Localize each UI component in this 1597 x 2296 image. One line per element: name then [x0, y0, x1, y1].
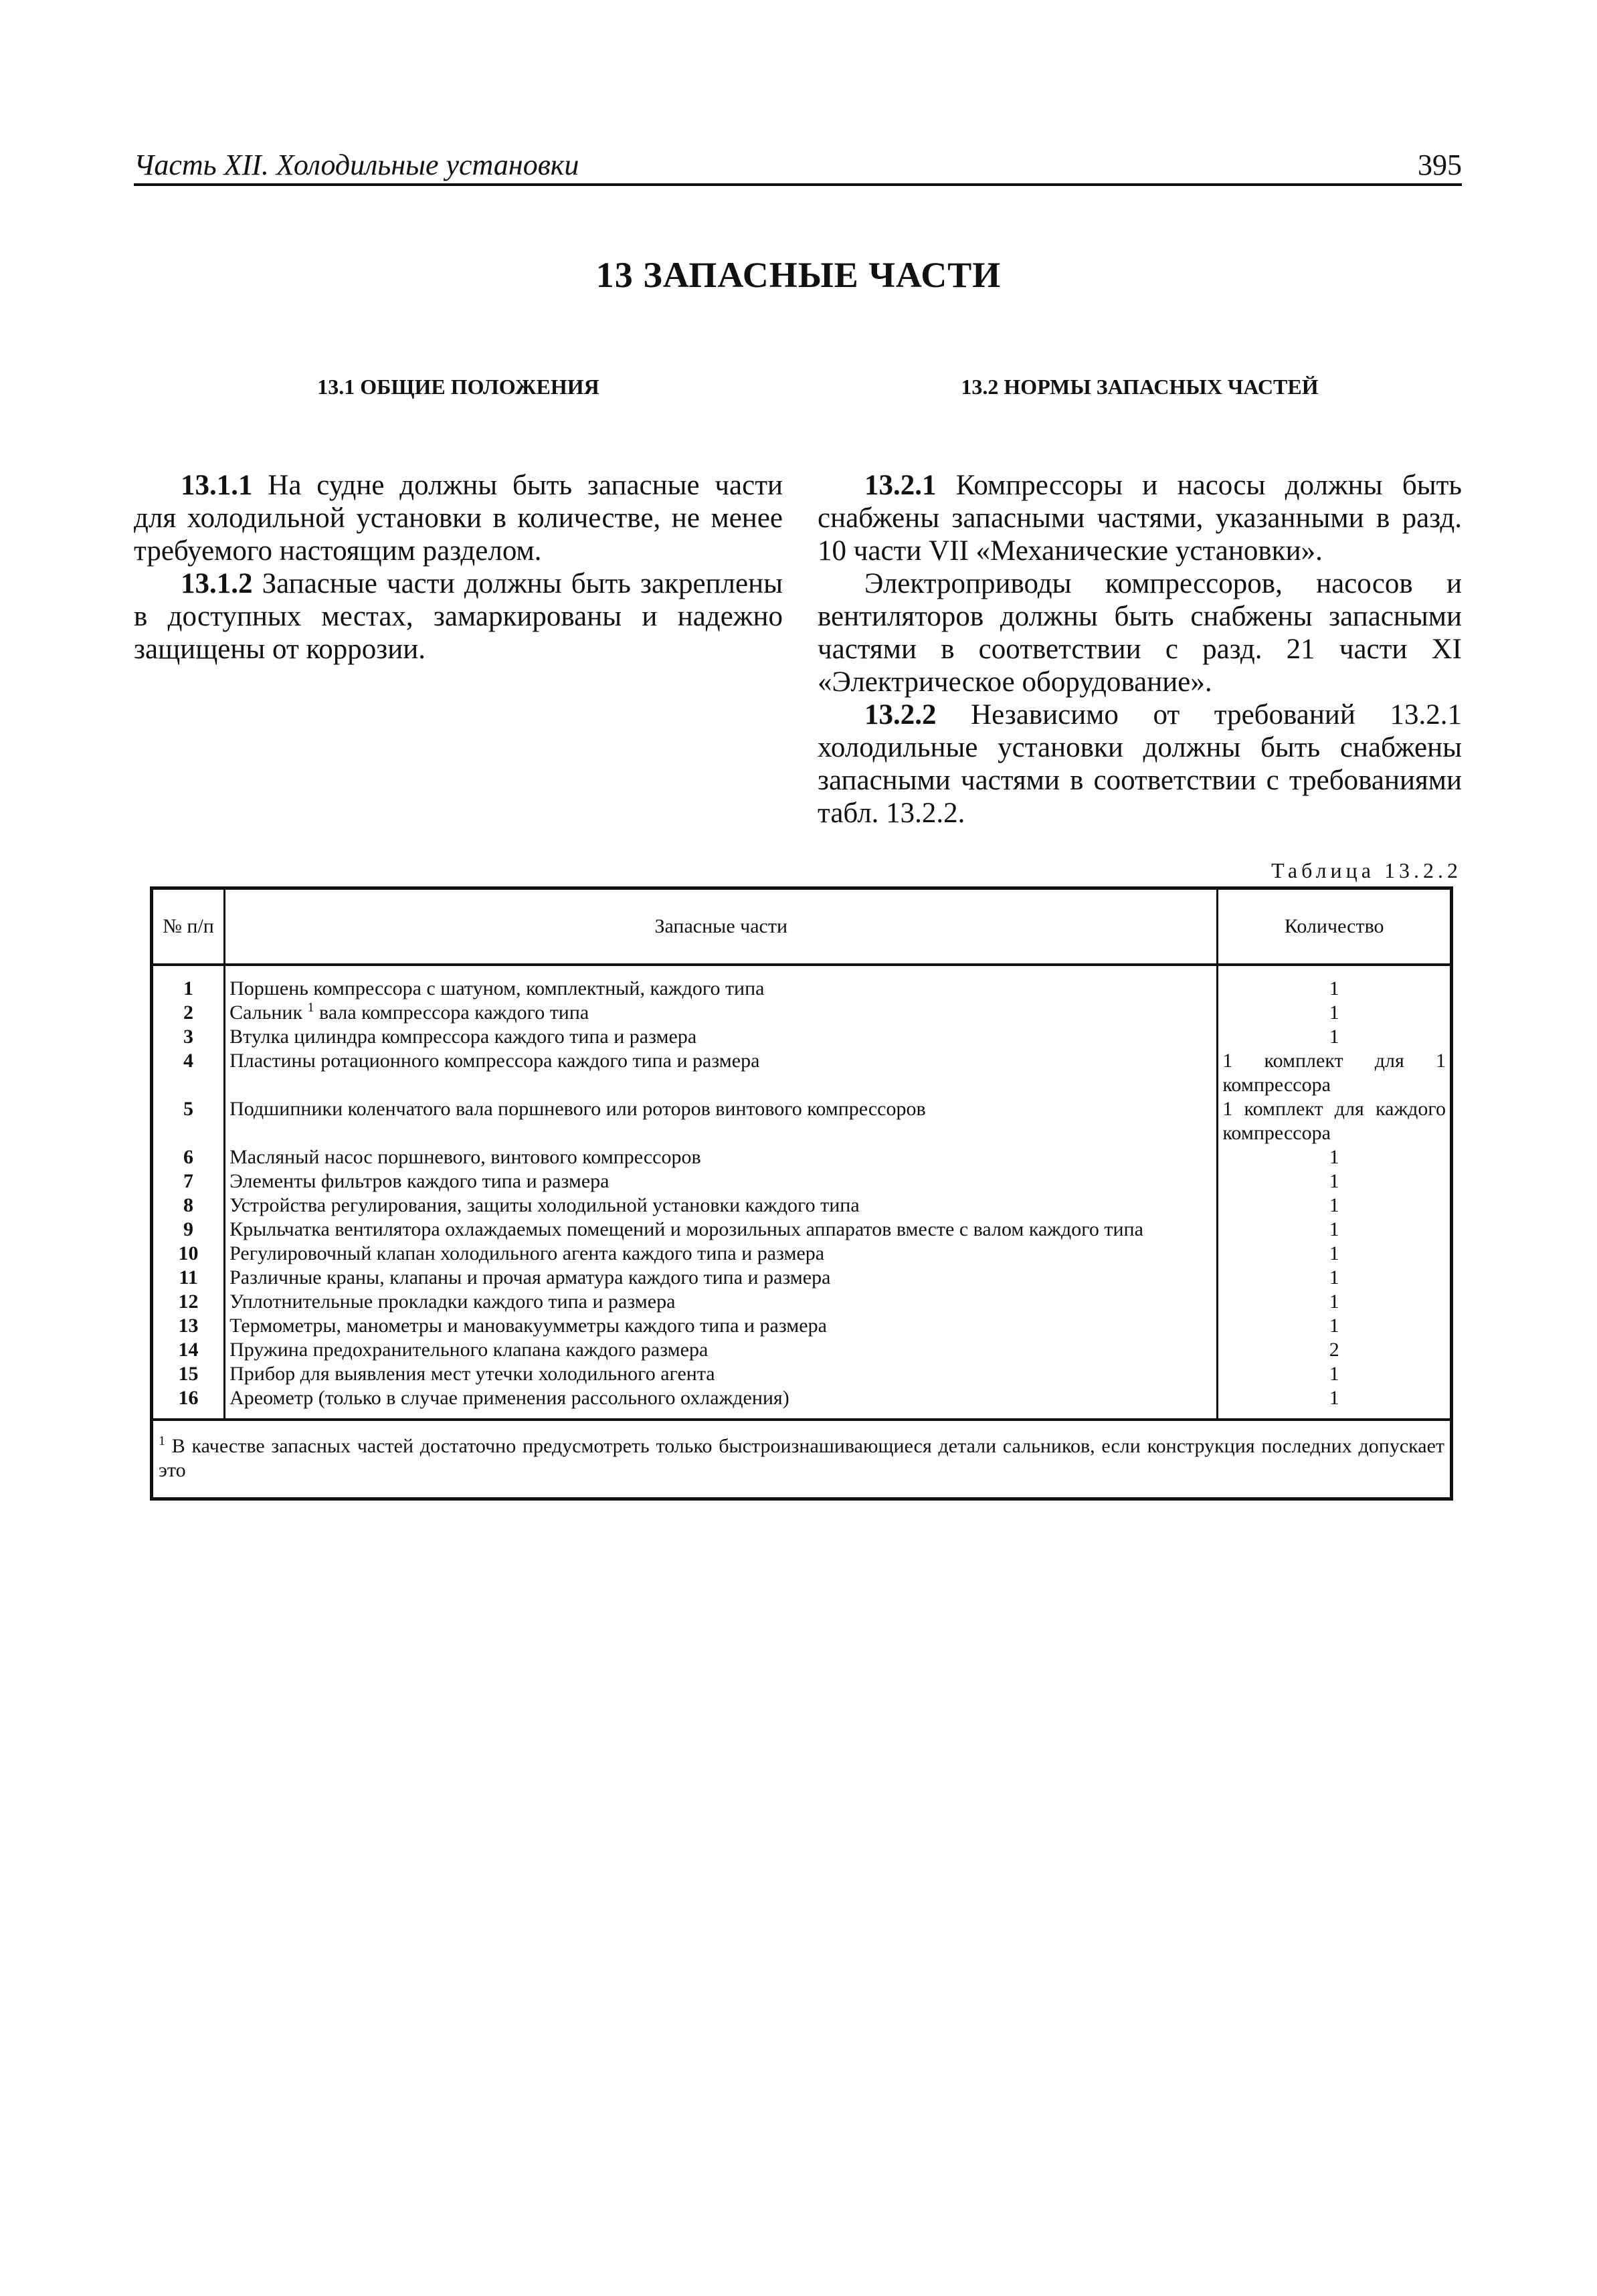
row-quantity: 1 [1218, 1169, 1452, 1193]
header-num: № п/п [152, 888, 225, 965]
clause-text: Независимо от требований 13.2.1 холодильные установки должны быть снабжены запасными частями в соответствии с требованиями табл. 13.2.2. [818, 699, 1462, 829]
footnote-text: В качестве запасных частей достаточно предусмотреть только быстроизнашивающиеся детали сальников, если конструкция последних допускает это [159, 1435, 1444, 1481]
table-row [152, 1001, 1452, 1025]
row-quantity: 1 [1218, 1314, 1452, 1338]
spare-parts-table [150, 886, 1453, 1501]
row-number: 3 [152, 1025, 225, 1049]
footnote-mark: 1 [159, 1434, 165, 1448]
table-row [152, 1386, 1452, 1420]
row-part-name: Подшипники коленчатого вала поршневого или роторов винтового компрессоров [225, 1097, 1218, 1145]
row-quantity: 1 [1218, 1001, 1452, 1025]
paragraph-electric-drives: Электроприводы компрессоров, насосов и вентиляторов должны быть снабжены запасными частями в соответствии с разд. 21 части XI «Электрическое оборудование». [818, 568, 1462, 698]
row-number: 6 [152, 1145, 225, 1169]
left-column [134, 375, 783, 666]
table-row [152, 965, 1452, 1001]
row-quantity: 1 [1218, 1193, 1452, 1218]
page-number: 395 [1418, 149, 1462, 181]
row-number: 16 [152, 1386, 225, 1420]
row-part-name [225, 1001, 1218, 1025]
table-row [152, 1314, 1452, 1338]
row-part-name: Различные краны, клапаны и прочая арматура каждого типа и размера [225, 1266, 1218, 1290]
clause-number: 13.2.2 [864, 699, 937, 731]
row-quantity: 1 [1218, 965, 1452, 1001]
part-name-start: Сальник [229, 1001, 303, 1024]
row-number: 8 [152, 1193, 225, 1218]
row-part-name: Ареометр (только в случае применения рассольного охлаждения) [225, 1386, 1218, 1420]
row-quantity: 1 [1218, 1362, 1452, 1386]
row-part-name: Прибор для выявления мест утечки холодильного агента [225, 1362, 1218, 1386]
footnote-ref: 1 [307, 1000, 314, 1015]
paragraph-13-1-1 [134, 469, 783, 567]
running-title: Часть XII. Холодильные установки [134, 149, 579, 181]
row-number: 13 [152, 1314, 225, 1338]
table-caption: Таблица 13.2.2 [1271, 858, 1462, 882]
table-row [152, 1362, 1452, 1386]
clause-text: Компрессоры и насосы должны быть снабжены запасными частями, указанными в разд. 10 части VII «Механические установки». [818, 470, 1462, 567]
row-number: 14 [152, 1338, 225, 1362]
table-row [152, 1025, 1452, 1049]
table-row [152, 1218, 1452, 1242]
clause-number: 13.2.1 [864, 470, 937, 501]
row-number: 10 [152, 1242, 225, 1266]
row-quantity: 2 [1218, 1338, 1452, 1362]
row-number: 1 [152, 965, 225, 1001]
row-part-name: Уплотнительные прокладки каждого типа и размера [225, 1290, 1218, 1314]
section-heading-13-2: 13.2 НОРМЫ ЗАПАСНЫХ ЧАСТЕЙ [961, 375, 1319, 399]
row-quantity: 1 [1218, 1290, 1452, 1314]
table-row [152, 1169, 1452, 1193]
row-number: 12 [152, 1290, 225, 1314]
table-row [152, 1290, 1452, 1314]
row-part-name: Элементы фильтров каждого типа и размера [225, 1169, 1218, 1193]
row-part-name: Крыльчатка вентилятора охлаждаемых помещений и морозильных аппаратов вместе с валом каждого типа [225, 1218, 1218, 1242]
section-heading-13-1: 13.1 ОБЩИЕ ПОЛОЖЕНИЯ [317, 375, 599, 399]
clause-text: Запасные части должны быть закреплены в доступных местах, замаркированы и надежно защищены от коррозии. [134, 568, 783, 665]
table-row [152, 1193, 1452, 1218]
table-row [152, 1338, 1452, 1362]
row-number: 7 [152, 1169, 225, 1193]
table-footnote [152, 1420, 1452, 1499]
table-row [152, 1242, 1452, 1266]
row-part-name: Регулировочный клапан холодильного агента каждого типа и размера [225, 1242, 1218, 1266]
row-part-name: Пружина предохранительного клапана каждого размера [225, 1338, 1218, 1362]
clause-text: На судне должны быть запасные части для холодильной установки в количестве, не менее требуемого настоящим разделом. [134, 470, 783, 567]
row-quantity: 1 комплект для каждого компрессора [1218, 1097, 1452, 1145]
table-header-row [152, 888, 1452, 965]
footnote-row [152, 1420, 1452, 1499]
row-part-name: Масляный насос поршневого, винтового компрессоров [225, 1145, 1218, 1169]
table-row [152, 1145, 1452, 1169]
row-part-name: Поршень компрессора с шатуном, комплектный, каждого типа [225, 965, 1218, 1001]
row-quantity: 1 комплект для 1 компрессора [1218, 1049, 1452, 1097]
row-quantity: 1 [1218, 1025, 1452, 1049]
chapter-title: 13 ЗАПАСНЫЕ ЧАСТИ [595, 255, 1002, 295]
row-number: 4 [152, 1049, 225, 1097]
row-part-name: Втулка цилиндра компрессора каждого типа и размера [225, 1025, 1218, 1049]
header-qty: Количество [1218, 888, 1452, 965]
part-name-end: вала компрессора каждого типа [314, 1001, 589, 1024]
row-number: 2 [152, 1001, 225, 1025]
paragraph-13-2-1 [818, 469, 1462, 567]
right-column [818, 375, 1462, 830]
row-number: 15 [152, 1362, 225, 1386]
row-number: 9 [152, 1218, 225, 1242]
row-quantity: 1 [1218, 1145, 1452, 1169]
row-quantity: 1 [1218, 1242, 1452, 1266]
header-name: Запасные части [225, 888, 1218, 965]
row-number: 11 [152, 1266, 225, 1290]
table-row [152, 1266, 1452, 1290]
row-quantity: 1 [1218, 1386, 1452, 1420]
row-part-name: Устройства регулирования, защиты холодильной установки каждого типа [225, 1193, 1218, 1218]
row-quantity: 1 [1218, 1266, 1452, 1290]
clause-number: 13.1.2 [181, 568, 253, 599]
paragraph-13-1-2 [134, 567, 783, 666]
row-quantity: 1 [1218, 1218, 1452, 1242]
row-part-name: Пластины ротационного компрессора каждого типа и размера [225, 1049, 1218, 1097]
paragraph-13-2-2 [818, 698, 1462, 830]
row-part-name: Термометры, манометры и мановакуумметры каждого типа и размера [225, 1314, 1218, 1338]
clause-number: 13.1.1 [181, 470, 253, 501]
row-number: 5 [152, 1097, 225, 1145]
running-header [134, 149, 1462, 186]
table-row [152, 1097, 1452, 1145]
table-row [152, 1049, 1452, 1097]
